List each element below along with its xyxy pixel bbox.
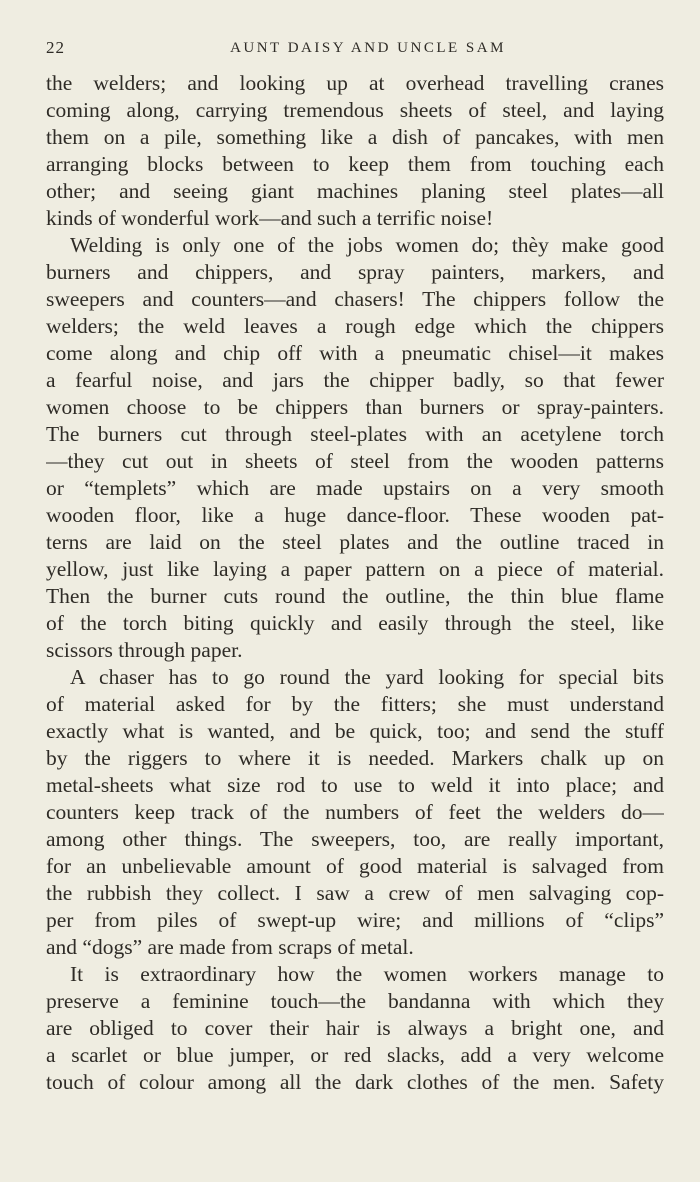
text-line: per from piles of swept-up wire; and millions of “clips”	[46, 908, 664, 932]
text-line: a fearful noise, and jars the chipper badly, so that fewer	[46, 368, 664, 392]
text-line: exactly what is wanted, and be quick, too; and send the stuff	[46, 719, 664, 743]
text-line: are obliged to cover their hair is always a bright one, and	[46, 1016, 664, 1040]
text-line: It is extraordinary how the women workers manage to	[70, 962, 664, 986]
text-line: sweepers and counters—and chasers! The chippers follow the	[46, 287, 664, 311]
text-line: wooden floor, like a huge dance-floor. These wooden pat-	[46, 503, 664, 527]
text-line: come along and chip off with a pneumatic chisel—it makes	[46, 341, 664, 365]
text-line: the welders; and looking up at overhead travelling cranes	[46, 71, 664, 95]
text-line: of the torch biting quickly and easily through the steel, like	[46, 611, 664, 635]
text-line: or “templets” which are made upstairs on a very smooth	[46, 476, 664, 500]
text-line: women choose to be chippers than burners or spray-painters.	[46, 395, 664, 419]
text-line: arranging blocks between to keep them from touching each	[46, 152, 664, 176]
text-line: metal-sheets what size rod to use to weld it into place; and	[46, 773, 664, 797]
page-number: 22	[46, 38, 65, 57]
text-line: and “dogs” are made from scraps of metal.	[46, 935, 414, 959]
text-line: kinds of wonderful work—and such a terrific noise!	[46, 206, 494, 230]
text-line: them on a pile, something like a dish of pancakes, with men	[46, 125, 664, 149]
text-line: welders; the weld leaves a rough edge which the chippers	[46, 314, 664, 338]
text-line: A chaser has to go round the yard looking for special bits	[70, 665, 664, 689]
text-line: other; and seeing giant machines planing steel plates—all	[46, 179, 664, 203]
text-line: Then the burner cuts round the outline, the thin blue flame	[46, 584, 664, 608]
text-line: touch of colour among all the dark clothes of the men. Safety	[46, 1070, 664, 1094]
text-line: yellow, just like laying a paper pattern on a piece of material.	[46, 557, 664, 581]
text-line: coming along, carrying tremendous sheets of steel, and laying	[46, 98, 664, 122]
text-line: Welding is only one of the jobs women do; thèy make good	[70, 233, 664, 257]
text-line: of material asked for by the fitters; she must understand	[46, 692, 664, 716]
page-header	[46, 38, 666, 62]
text-line: terns are laid on the steel plates and the outline traced in	[46, 530, 664, 554]
text-line: The burners cut through steel-plates with an acetylene torch	[46, 422, 664, 446]
text-line: scissors through paper.	[46, 638, 243, 662]
body-text	[46, 70, 664, 1096]
text-line: burners and chippers, and spray painters, markers, and	[46, 260, 664, 284]
text-line: for an unbelievable amount of good material is salvaged from	[46, 854, 664, 878]
text-line: preserve a feminine touch—the bandanna with which they	[46, 989, 664, 1013]
text-line: a scarlet or blue jumper, or red slacks, add a very welcome	[46, 1043, 664, 1067]
text-line: counters keep track of the numbers of feet the welders do—	[46, 800, 664, 824]
text-line: —they cut out in sheets of steel from the wooden patterns	[46, 449, 664, 473]
text-line: among other things. The sweepers, too, are really important,	[46, 827, 664, 851]
running-head: AUNT DAISY AND UNCLE SAM	[230, 40, 506, 56]
text-line: the rubbish they collect. I saw a crew of men salvaging cop-	[46, 881, 664, 905]
text-line: by the riggers to where it is needed. Markers chalk up on	[46, 746, 664, 770]
